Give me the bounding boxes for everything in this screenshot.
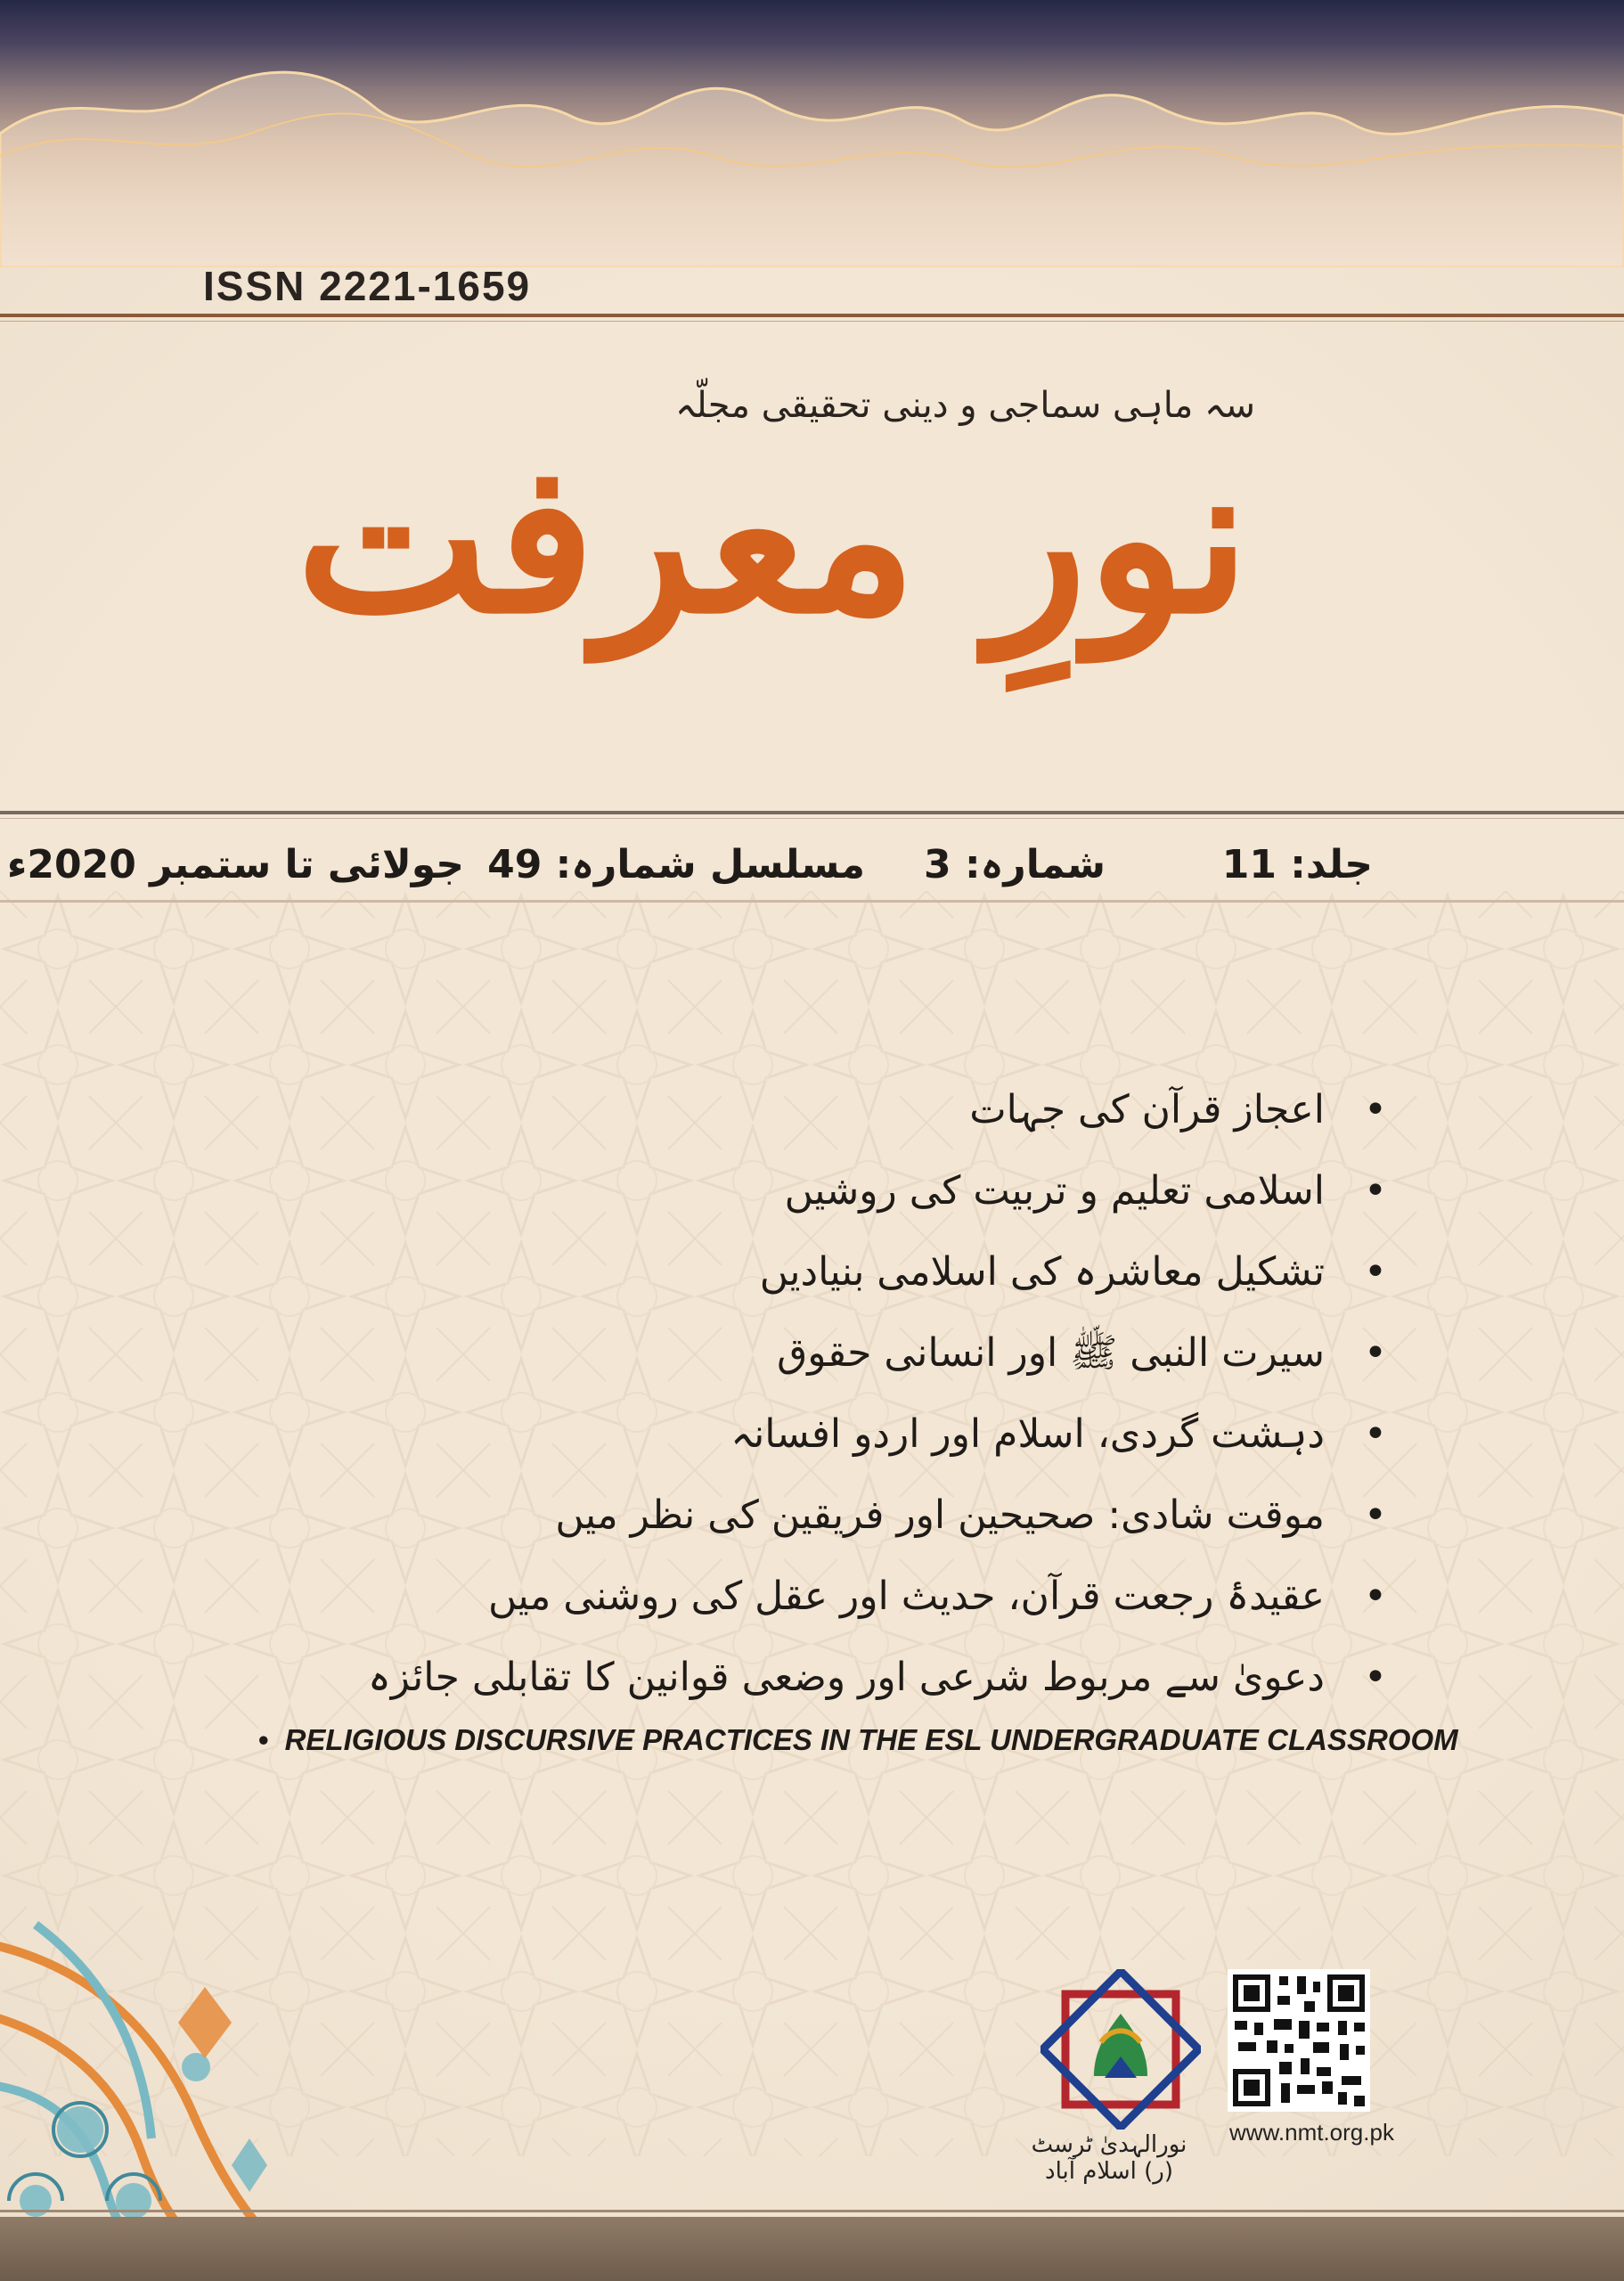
website-url: www.nmt.org.pk <box>1229 2119 1394 2146</box>
list-item: • عقیدۂ رجعت قرآن، حدیث اور عقل کی روشنی میں <box>140 1556 1387 1637</box>
footer-rule <box>0 2210 1624 2212</box>
english-article-item <box>258 1723 1458 1757</box>
list-item: • دہشت گردی، اسلام اور اردو افسانہ <box>140 1394 1387 1475</box>
header-rule-thin <box>0 321 1624 322</box>
issue-number-label: شمارہ: 3 <box>924 842 1106 887</box>
english-article-title: RELIGIOUS DISCURSIVE PRACTICES IN THE ESL UNDERGRADUATE CLASSROOM <box>284 1723 1458 1756</box>
journal-subtitle: سہ ماہی سماجی و دینی تحقیقی مجلّہ <box>675 385 1255 426</box>
serial-number-label: مسلسل شمارہ: 49 <box>487 842 865 887</box>
table-of-contents <box>140 1069 1387 1718</box>
list-item: • موقت شادی: صحیحین اور فریقین کی نظر میں <box>140 1475 1387 1556</box>
issue-period-label: جولائی تا ستمبر 2020ء <box>6 842 464 887</box>
list-item: • سیرت النبی ﷺ اور انسانی حقوق <box>140 1312 1387 1394</box>
list-item: • تشکیل معاشرہ کی اسلامی بنیادیں <box>140 1231 1387 1312</box>
footer-band <box>0 2217 1624 2281</box>
issue-rule-top-thin <box>0 818 1624 819</box>
bullet-icon: • <box>258 1723 269 1756</box>
publisher-logo <box>1041 1969 1201 2130</box>
list-item: • اعجاز قرآن کی جہات <box>140 1069 1387 1150</box>
list-item: • دعویٰ سے مربوط شرعی اور وضعی قوانین کا تقابلی جائزہ <box>140 1637 1387 1718</box>
volume-label: جلد: 11 <box>1221 842 1373 887</box>
issue-rule-bottom <box>0 900 1624 903</box>
qr-code <box>1228 1969 1370 2112</box>
publisher-name: نورالہدیٰ ٹرسٹ (ر) اسلام آباد <box>1031 2131 1187 2185</box>
sky-header <box>0 0 1624 267</box>
cloud-glow <box>0 0 1624 267</box>
journal-title: نورِ معرفت <box>296 419 1250 659</box>
issn-number: ISSN 2221-1659 <box>203 263 532 309</box>
header-rule <box>0 314 1624 317</box>
issue-rule-top <box>0 811 1624 814</box>
list-item: • اسلامی تعلیم و تربیت کی روشیں <box>140 1150 1387 1231</box>
